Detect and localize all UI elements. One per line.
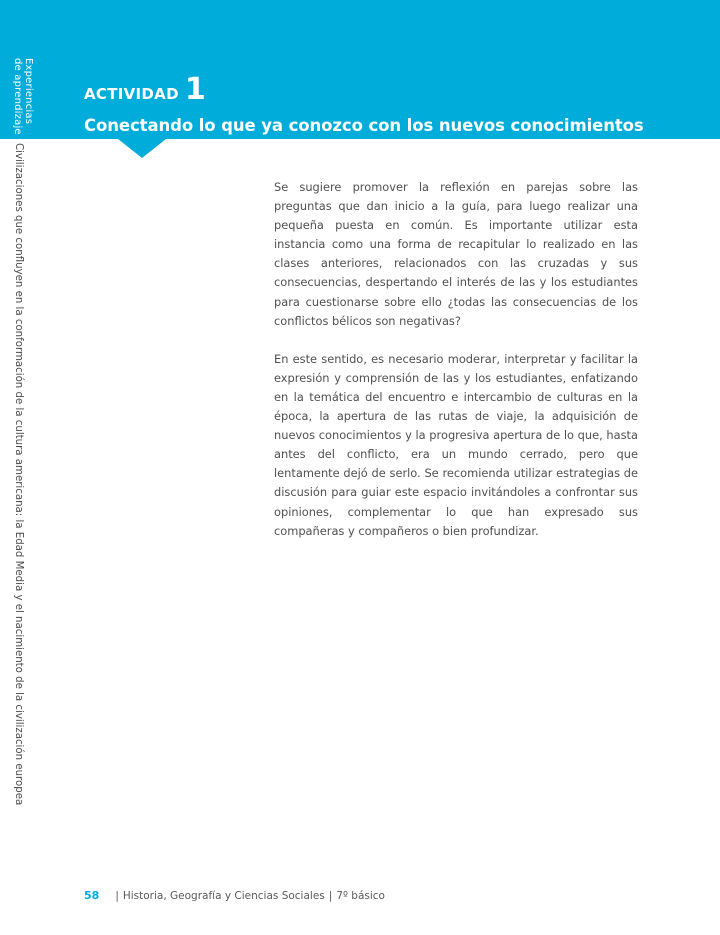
footer-subject: Historia, Geografía y Ciencias Sociales: [122, 889, 325, 902]
footer-separator: |: [328, 889, 333, 902]
header-pointer-triangle: [118, 139, 166, 158]
section-label-line2: de aprendizaje: [12, 58, 23, 135]
paragraph: En este sentido, es necesario moderar, interpretar y facilitar la expresión y comprensión de las y los estudiantes, enfatizando en la temática del encuentro e intercambio de culturas en la época, la apertura de las rutas de viaje, la adquisición de nuevos conocimientos y la progresiva apertura de lo que, hasta antes del conflicto, era un mundo cerrado, pero que lentamente dejó de serlo. Se recomienda utilizar estrategias de discusión para guiar este espacio invitándoles a confrontar sus opiniones, complementar lo que han expresado sus compañeras y compañeros o bien profundizar.: [274, 351, 638, 538]
section-label: [12, 58, 34, 135]
paragraph: Se sugiere promover la reflexión en parejas sobre las preguntas que dan inicio a la guía, para luego realizar una pequeña puesta en común. Es importante utilizar esta instancia como una forma de recapitular lo realizado en las clases anteriores, relacionados con las cruzadas y sus consecuencias, despertando el interés de las y los estudiantes para cuestionarse sobre ello ¿todas las consecuencias de los conflictos bélicos son negativas?: [274, 180, 638, 328]
body-text: [274, 178, 638, 560]
activity-number: 1: [184, 72, 206, 107]
page-number: 58: [84, 889, 100, 902]
footer-separator: |: [115, 889, 119, 902]
unit-spine-text: Civilizaciones que confluyen en la conformación de la cultura americana: la Edad Media y el nacimiento de la civilización europea: [13, 143, 24, 806]
activity-heading: [84, 72, 206, 107]
activity-word: ACTIVIDAD: [84, 85, 179, 103]
footer-grade: 7º básico: [336, 889, 385, 902]
section-label-line1: Experiencias: [23, 58, 34, 125]
page-title: Conectando lo que ya conozco con los nuevos conocimientos: [84, 116, 644, 135]
page-footer: [84, 889, 385, 902]
